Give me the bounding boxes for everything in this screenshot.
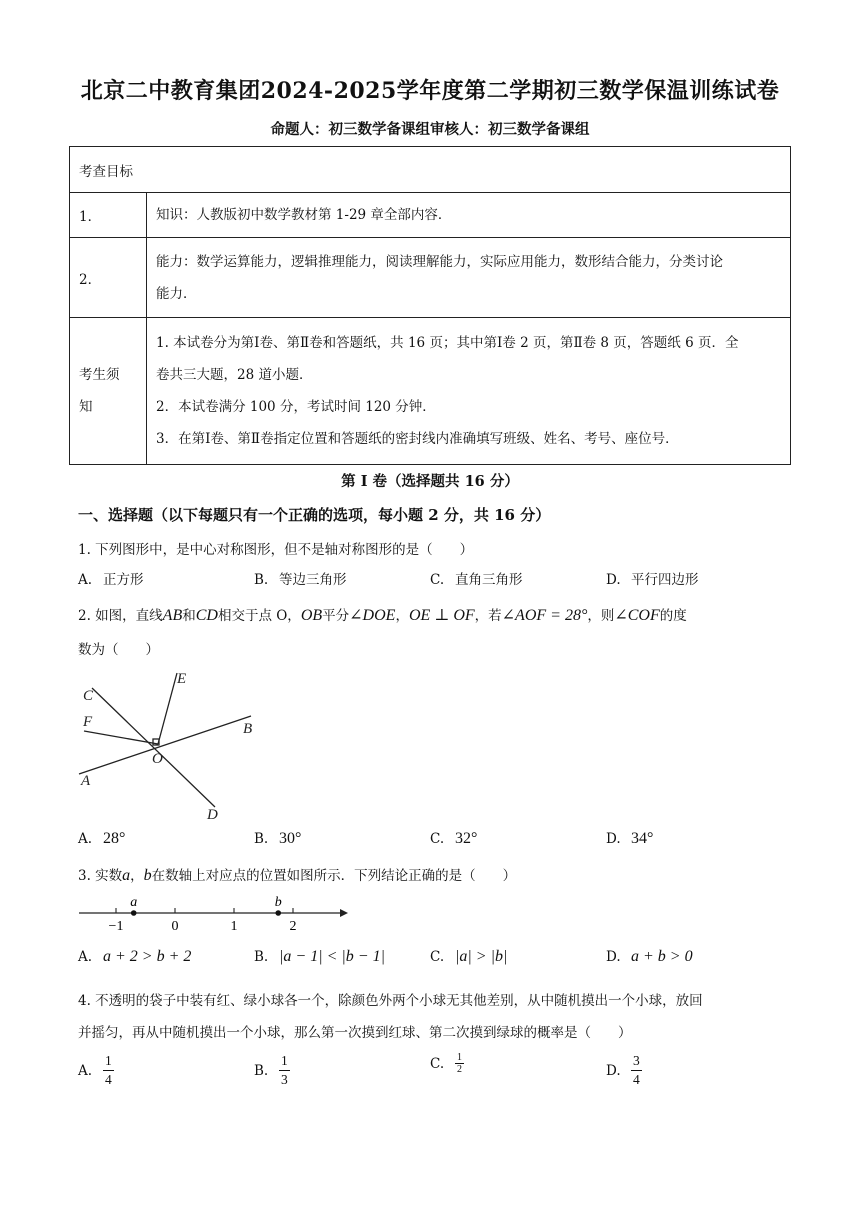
option-text: 34° (631, 830, 654, 847)
given-angle: ∠AOF = 28° (501, 607, 588, 624)
option-label: C. (430, 572, 445, 588)
question-3-options (78, 948, 790, 976)
info-line: 1. 本试卷分为第Ⅰ卷、第Ⅱ卷和答题纸，共 16 页；其中第Ⅰ卷 2 页，第Ⅱ卷 8 页，答题纸 6 页．全 (156, 335, 739, 351)
info-line: 能力：数学运算能力，逻辑推理能力，阅读理解能力，实际应用能力，数形结合能力，分类讨论 (156, 253, 723, 270)
line-ab-segment (79, 716, 251, 774)
label-d: D (207, 807, 218, 823)
question-4-line1: 4. 不透明的袋子中装有红、绿小球各一个，除颜色外两个小球无其他差别，从中随机摸出一个小球，放回 (78, 993, 703, 1009)
info-row-num: 1． (70, 193, 147, 238)
info-table (69, 146, 791, 465)
info-line: 知识：人教版初中数学教材第 1-29 章全部内容． (156, 207, 452, 223)
option-label: D. (606, 831, 621, 847)
option-label: A. (78, 831, 93, 847)
option-d (606, 1052, 642, 1089)
info-row-num: 2． (70, 238, 147, 318)
question-3 (78, 860, 790, 892)
fraction (631, 1052, 642, 1089)
axis-tick-label: 1 (230, 919, 238, 934)
question-4-line2: 并摇匀，再从中随机摸出一个小球，那么第一次摸到红球、第二次摸到绿球的概率是（ ） (78, 1025, 632, 1041)
question-2-line2: 数为（ ） (78, 642, 159, 658)
option-a (78, 568, 144, 588)
option-d (606, 830, 653, 848)
option-label: C. (430, 1055, 445, 1072)
denominator: 3 (281, 1072, 288, 1087)
info-head-row (70, 147, 791, 193)
ray-of (84, 731, 158, 744)
option-label: C. (430, 949, 445, 965)
denominator: 2 (457, 1064, 462, 1075)
option-b (254, 830, 301, 848)
label-c: C (83, 688, 94, 704)
ray-oe (158, 673, 177, 744)
notice-label: 考生须知 (79, 367, 120, 415)
fraction (455, 1052, 464, 1075)
q2-text: ，则 (587, 608, 615, 624)
fraction (279, 1052, 290, 1089)
axis-tick-label: 2 (289, 919, 297, 934)
option-label: A. (78, 949, 93, 965)
info-line: 3．在第Ⅰ卷、第Ⅱ卷指定位置和答题纸的密封线内准确填写班级、姓名、考号、座位号． (156, 431, 679, 447)
line-ab: AB (162, 607, 183, 624)
info-line: 2．本试卷满分 100 分，考试时间 120 分钟． (156, 399, 436, 415)
angle-cof: ∠COF (614, 607, 660, 624)
option-b (254, 568, 347, 588)
q2-text: 和 (182, 608, 196, 624)
angle-doe: ∠DOE (349, 607, 396, 624)
q3-text: ， (130, 868, 144, 884)
label-f: F (83, 714, 93, 730)
option-label: C. (430, 831, 445, 847)
point-label-b: b (274, 895, 282, 910)
option-label: D. (606, 572, 621, 588)
part-title: 一、选择题（以下每题只有一个正确的选项，每小题 2 分，共 16 分） (78, 506, 551, 524)
numerator: 1 (279, 1052, 290, 1071)
option-c (430, 1052, 464, 1075)
label-b: B (243, 721, 253, 737)
info-row-ability (70, 238, 791, 318)
option-text: |a − 1| < |b − 1| (279, 948, 385, 965)
option-text: 30° (279, 830, 302, 847)
option-c (430, 948, 507, 966)
axis-tick-label: 0 (171, 919, 179, 934)
option-text: 平行四边形 (631, 572, 699, 588)
option-text: 正方形 (103, 572, 144, 588)
angle-figure (70, 664, 270, 826)
label-o: O (152, 751, 163, 767)
line-cd-segment (92, 688, 215, 807)
option-c (430, 830, 477, 848)
option-label: B. (254, 1062, 269, 1079)
q2-text: 平分 (322, 608, 350, 624)
option-label: B. (254, 572, 269, 588)
axis-arrow (340, 909, 348, 917)
point-a (131, 910, 137, 916)
info-row-num (70, 318, 147, 465)
numerator: 1 (457, 1052, 462, 1063)
perpendicular-condition: OE ⊥ OF (408, 607, 475, 624)
label-a: A (81, 773, 91, 789)
info-row-knowledge (70, 193, 791, 238)
info-head: 考查目标 (70, 147, 791, 193)
question-2-options (78, 830, 790, 858)
q2-text: 相交于点 O， (217, 608, 301, 624)
denominator: 4 (633, 1072, 640, 1087)
info-row-notice (70, 318, 791, 465)
option-text: 28° (103, 830, 126, 847)
option-d (606, 568, 699, 588)
option-label: A. (78, 572, 93, 588)
q2-text: 2. 如图，直线 (78, 608, 163, 624)
q2-text: ， (395, 608, 409, 624)
option-text: a + b > 0 (631, 948, 693, 965)
q3-text: 3. 实数 (78, 868, 123, 884)
option-a (78, 830, 125, 848)
info-row-text (147, 238, 791, 318)
q2-text: ，若 (474, 608, 502, 624)
option-c (430, 568, 523, 588)
question-2 (78, 600, 790, 632)
exam-title: 北京二中教育集团2024-2025学年度第二学期初三数学保温训练试卷 (80, 78, 780, 104)
fraction (103, 1052, 114, 1089)
option-text: 32° (455, 830, 478, 847)
option-text: a + 2 > b + 2 (103, 948, 192, 965)
numerator: 3 (631, 1052, 642, 1071)
option-text: 直角三角形 (455, 572, 523, 588)
option-text: 等边三角形 (279, 572, 347, 588)
numerator: 1 (103, 1052, 114, 1071)
info-row-text (147, 193, 791, 238)
q3-text: 在数轴上对应点的位置如图所示．下列结论正确的是（ ） (151, 868, 517, 884)
number-line-figure (78, 893, 350, 935)
section-title: 第 I 卷（选择题共 16 分） (341, 473, 519, 490)
q2-text: 的度 (659, 608, 687, 624)
line-cd: CD (195, 607, 218, 624)
option-label: D. (606, 1062, 621, 1079)
ray-ob: OB (300, 607, 323, 624)
info-line: 能力． (156, 285, 197, 302)
label-e: E (177, 671, 187, 687)
question-4-options (78, 1052, 790, 1096)
var-b: b (143, 867, 152, 884)
option-a (78, 948, 191, 966)
info-line: 卷共三大题，28 道小题． (156, 367, 313, 383)
option-a (78, 1052, 114, 1089)
option-label: A. (78, 1062, 93, 1079)
question-1: 1. 下列图形中，是中心对称图形，但不是轴对称图形的是（ ） (78, 542, 474, 558)
option-label: B. (254, 831, 269, 847)
exam-subtitle: 命题人：初三数学备课组审核人：初三数学备课组 (270, 121, 590, 138)
question-1-options (78, 568, 790, 596)
axis-tick-label: −1 (108, 919, 124, 934)
option-text: |a| > |b| (455, 948, 508, 965)
info-row-text (147, 318, 791, 465)
option-d (606, 948, 693, 966)
option-b (254, 1052, 290, 1089)
option-b (254, 948, 385, 966)
option-label: B. (254, 949, 269, 965)
point-label-a: a (130, 895, 138, 910)
point-b (275, 910, 281, 916)
denominator: 4 (105, 1072, 112, 1087)
option-label: D. (606, 949, 621, 965)
var-a: a (122, 867, 131, 884)
